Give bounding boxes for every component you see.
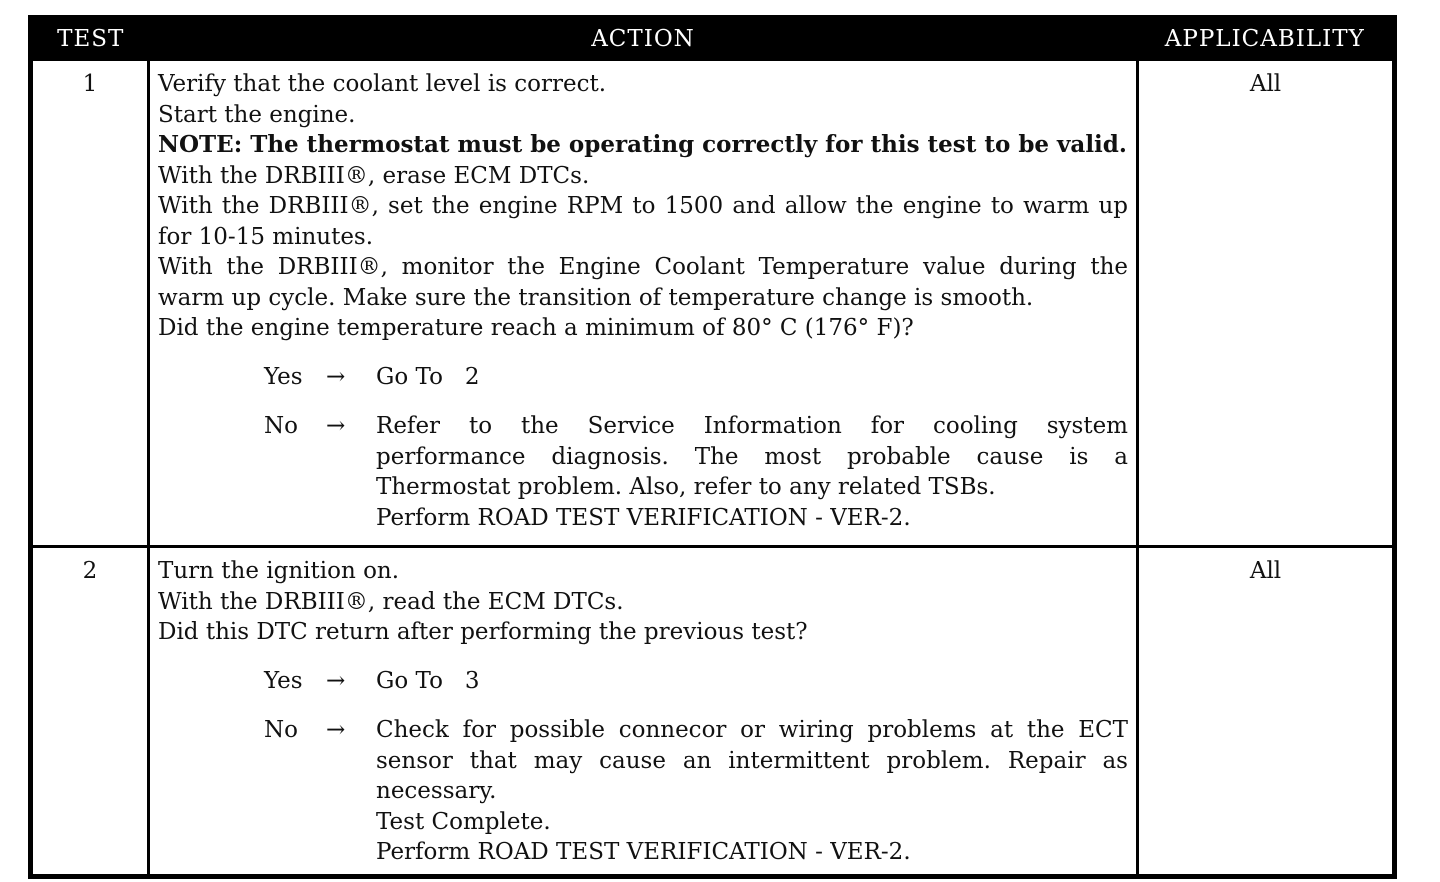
arrow-right-icon: → bbox=[326, 363, 346, 390]
action-line: Start the engine. bbox=[158, 101, 356, 128]
answer-list bbox=[158, 362, 1128, 534]
header-test: TEST bbox=[31, 18, 149, 60]
header-applicability: APPLICABILITY bbox=[1138, 18, 1395, 60]
answer-list bbox=[158, 666, 1128, 868]
answer-line: Perform ROAD TEST VERIFICATION - VER-2. bbox=[376, 504, 911, 531]
action-cell bbox=[149, 60, 1138, 547]
test-number: 2 bbox=[31, 547, 149, 877]
action-line: With the DRBIII®, erase ECM DTCs. bbox=[158, 162, 590, 189]
action-line: With the DRBIII®, set the engine RPM to 1500 and allow the engine to warm up for 10-15 minutes. bbox=[158, 193, 1128, 250]
answer-yes bbox=[264, 362, 1128, 393]
answer-label: Yes bbox=[264, 363, 303, 390]
answer-label: Yes bbox=[264, 667, 303, 694]
test-number: 1 bbox=[31, 60, 149, 547]
note-line: NOTE: The thermostat must be operating correctly for this test to be valid. bbox=[158, 131, 1127, 158]
action-line: Verify that the coolant level is correct. bbox=[158, 71, 607, 97]
action-line: Did the engine temperature reach a minimum of 80° C (176° F)? bbox=[158, 315, 914, 341]
applicability-value: All bbox=[1138, 60, 1395, 547]
answer-text bbox=[376, 666, 1128, 697]
answer-line: Perform ROAD TEST VERIFICATION - VER-2. bbox=[376, 839, 911, 865]
arrow-right-icon: → bbox=[326, 717, 346, 743]
answer-label: No bbox=[264, 413, 298, 439]
arrow-right-icon: → bbox=[326, 667, 346, 694]
answer-line: Go To 3 bbox=[376, 667, 480, 694]
header-action: ACTION bbox=[149, 18, 1138, 60]
answer-text bbox=[376, 411, 1128, 533]
diagnostic-test-table bbox=[28, 15, 1397, 879]
answer-line: Refer to the Service Information for cooling system performance diagnosis. The most probable cause is a Thermostat problem. Also, refer to any related TSBs. bbox=[376, 413, 1128, 500]
action-line: With the DRBIII®, monitor the Engine Coolant Temperature value during the warm up cycle. Make sure the transition of temperature change is smooth. bbox=[158, 254, 1128, 311]
answer-line: Go To 2 bbox=[376, 363, 480, 390]
answer-text bbox=[376, 715, 1128, 868]
answer-yes bbox=[264, 666, 1128, 697]
action-cell bbox=[149, 547, 1138, 877]
answer-no bbox=[264, 411, 1128, 533]
answer-no bbox=[264, 715, 1128, 868]
arrow-right-icon: → bbox=[326, 413, 346, 439]
action-line: With the DRBIII®, read the ECM DTCs. bbox=[158, 588, 624, 615]
table-header-row bbox=[31, 18, 1395, 60]
answer-label: No bbox=[264, 717, 298, 743]
table-row bbox=[31, 547, 1395, 877]
action-line: Did this DTC return after performing the previous test? bbox=[158, 619, 808, 645]
answer-line: Test Complete. bbox=[376, 808, 551, 835]
answer-text bbox=[376, 362, 1128, 393]
answer-line: Check for possible connecor or wiring problems at the ECT sensor that may cause an intermittent problem. Repair as necessary. bbox=[376, 717, 1128, 804]
action-line: Turn the ignition on. bbox=[158, 558, 400, 584]
applicability-value: All bbox=[1138, 547, 1395, 877]
table-row bbox=[31, 60, 1395, 547]
